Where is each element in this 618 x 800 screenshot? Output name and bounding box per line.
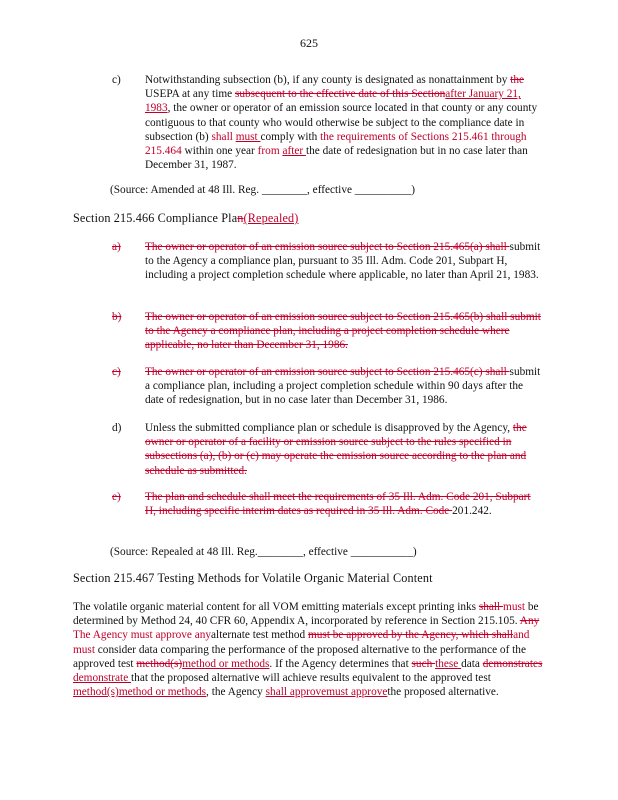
section-466-repealed: (Repealed) [243,211,299,225]
item-label-a: a) [112,241,121,253]
text-run: , the Agency [206,686,266,699]
deleted-text: The owner or operator of an emission source subject to Section 215.465(c) shall [145,366,510,378]
text-run: , the owner or operator of an emission source located in that county or any county contiguous to that county who would otherwise be subject to the compliance date in subsection (b) [145,102,538,143]
text-run: submit to the Agency a compliance plan, pursuant to 35 Ill. Adm. Code 201, Subpart H, including a project completion schedule where applicable, no later than April 21, 1983. [145,241,541,282]
deleted-text: The plan and schedule shall meet the requirements of 35 Ill. Adm. Code 201, Subpart H, including specific interim dates as required in 35 Ill. Adm. Code [145,491,531,518]
deleted-text: shall [478,601,504,613]
item-a-text [145,240,543,283]
revised-text: The Agency must approve any [73,629,212,642]
inserted-text: after January 21, 1983 [145,88,521,115]
item-label-b: b) [112,311,122,323]
text-run: be determined by Method 24, 40 CFR 60, Appendix A, incorporated by reference in Section 215.105. [73,601,539,628]
item-label-e: e) [112,491,121,503]
text-run: comply with [260,130,321,143]
inserted-text: must [235,130,261,143]
inserted-text: these [435,657,462,670]
text-run: Notwithstanding subsection (b), if any county is designated as nonattainment by [145,74,511,86]
subsection-c-text [145,73,543,172]
text-run: 201.242. [452,505,492,518]
revised-text: the requirements of Sections 215.461 through 215.464 [145,130,527,158]
text-run: submit a compliance plan, including a project completion schedule within 90 days after the date of redesignation, but in no case later than December 31, 1986. [145,366,541,407]
item-label-d: d) [112,422,122,434]
deleted-text: Any [519,615,540,628]
inserted-text: method or methods [118,686,207,699]
item-b-text [145,310,543,353]
deleted-text: demonstrates [482,657,543,670]
text-run: that the proposed alternative will achieve results equivalent to the approved test [131,672,491,685]
text-run: the proposed alternative. [387,686,499,699]
inserted-text: method or methods [182,657,270,670]
source-note-repealed: (Source: Repealed at 48 Ill. Reg.________, effective ___________) [110,546,417,558]
text-run: alternate test method [211,629,308,642]
subsection-label-c: c) [112,74,121,86]
revised-text: must [503,601,528,613]
deleted-text: The owner or operator of an emission source subject to Section 215.465(a) shall [145,241,510,253]
deleted-text: must be approved by the Agency, which shall [307,629,514,642]
item-label-c: c) [112,366,121,378]
deleted-text: the owner or operator of a facility or emission source subject to the rules specified in subsections (a), (b) or (c) may operate the emission source according to the plan and schedule as submitted. [145,422,527,477]
revised-text: and must [73,629,530,656]
deleted-text: subsequent to the effective date of this Section [234,88,446,101]
item-c-text [145,365,543,408]
deleted-text: The owner or operator of an emission source subject to Section 215.465(b) shall submit to the Agency a compliance plan, including a project completion schedule where applicable, no later than December 31, 1986. [145,311,541,352]
text-run: Unless the submitted compliance plan or schedule is disapproved by the Agency, [145,422,513,434]
item-e-text [145,490,543,518]
inserted-text: must approve [326,686,388,699]
inserted-text: demonstrate [73,672,132,685]
text-run: the date of redesignation but in no case later than December 31, 1987. [145,145,528,172]
text-run: data [461,657,483,670]
deleted-text: method(s) [136,657,183,670]
deleted-text: the [510,74,525,86]
section-467-heading: Section 215.467 Testing Methods for Volatile Organic Material Content [73,571,433,585]
page-number: 625 [300,36,318,50]
section-467-text [73,600,543,699]
deleted-text: such [411,657,436,670]
section-466-title: Section 215.466 Compliance Pla [73,211,238,225]
text-run: USEPA at any time [145,88,235,101]
inserted-text: after [282,145,306,158]
source-note-amended: (Source: Amended at 48 Ill. Reg. ________, effective __________) [110,184,416,196]
inserted-text: shall approve [265,686,327,699]
revised-text: from [257,145,283,158]
section-466-heading [73,211,299,226]
text-run: . If the Agency determines that [269,657,412,670]
text-run: consider data comparing the performance of the proposed alternative to the performance of the approved test [73,643,526,670]
text-run: within one year [184,145,258,158]
item-d-text [145,421,543,478]
section-466-struck-letter: n [237,211,244,225]
text-run: The volatile organic material content for all VOM emitting materials except printing inks [73,601,479,613]
inserted-text: method(s) [73,686,119,699]
revised-text: shall [211,130,236,143]
